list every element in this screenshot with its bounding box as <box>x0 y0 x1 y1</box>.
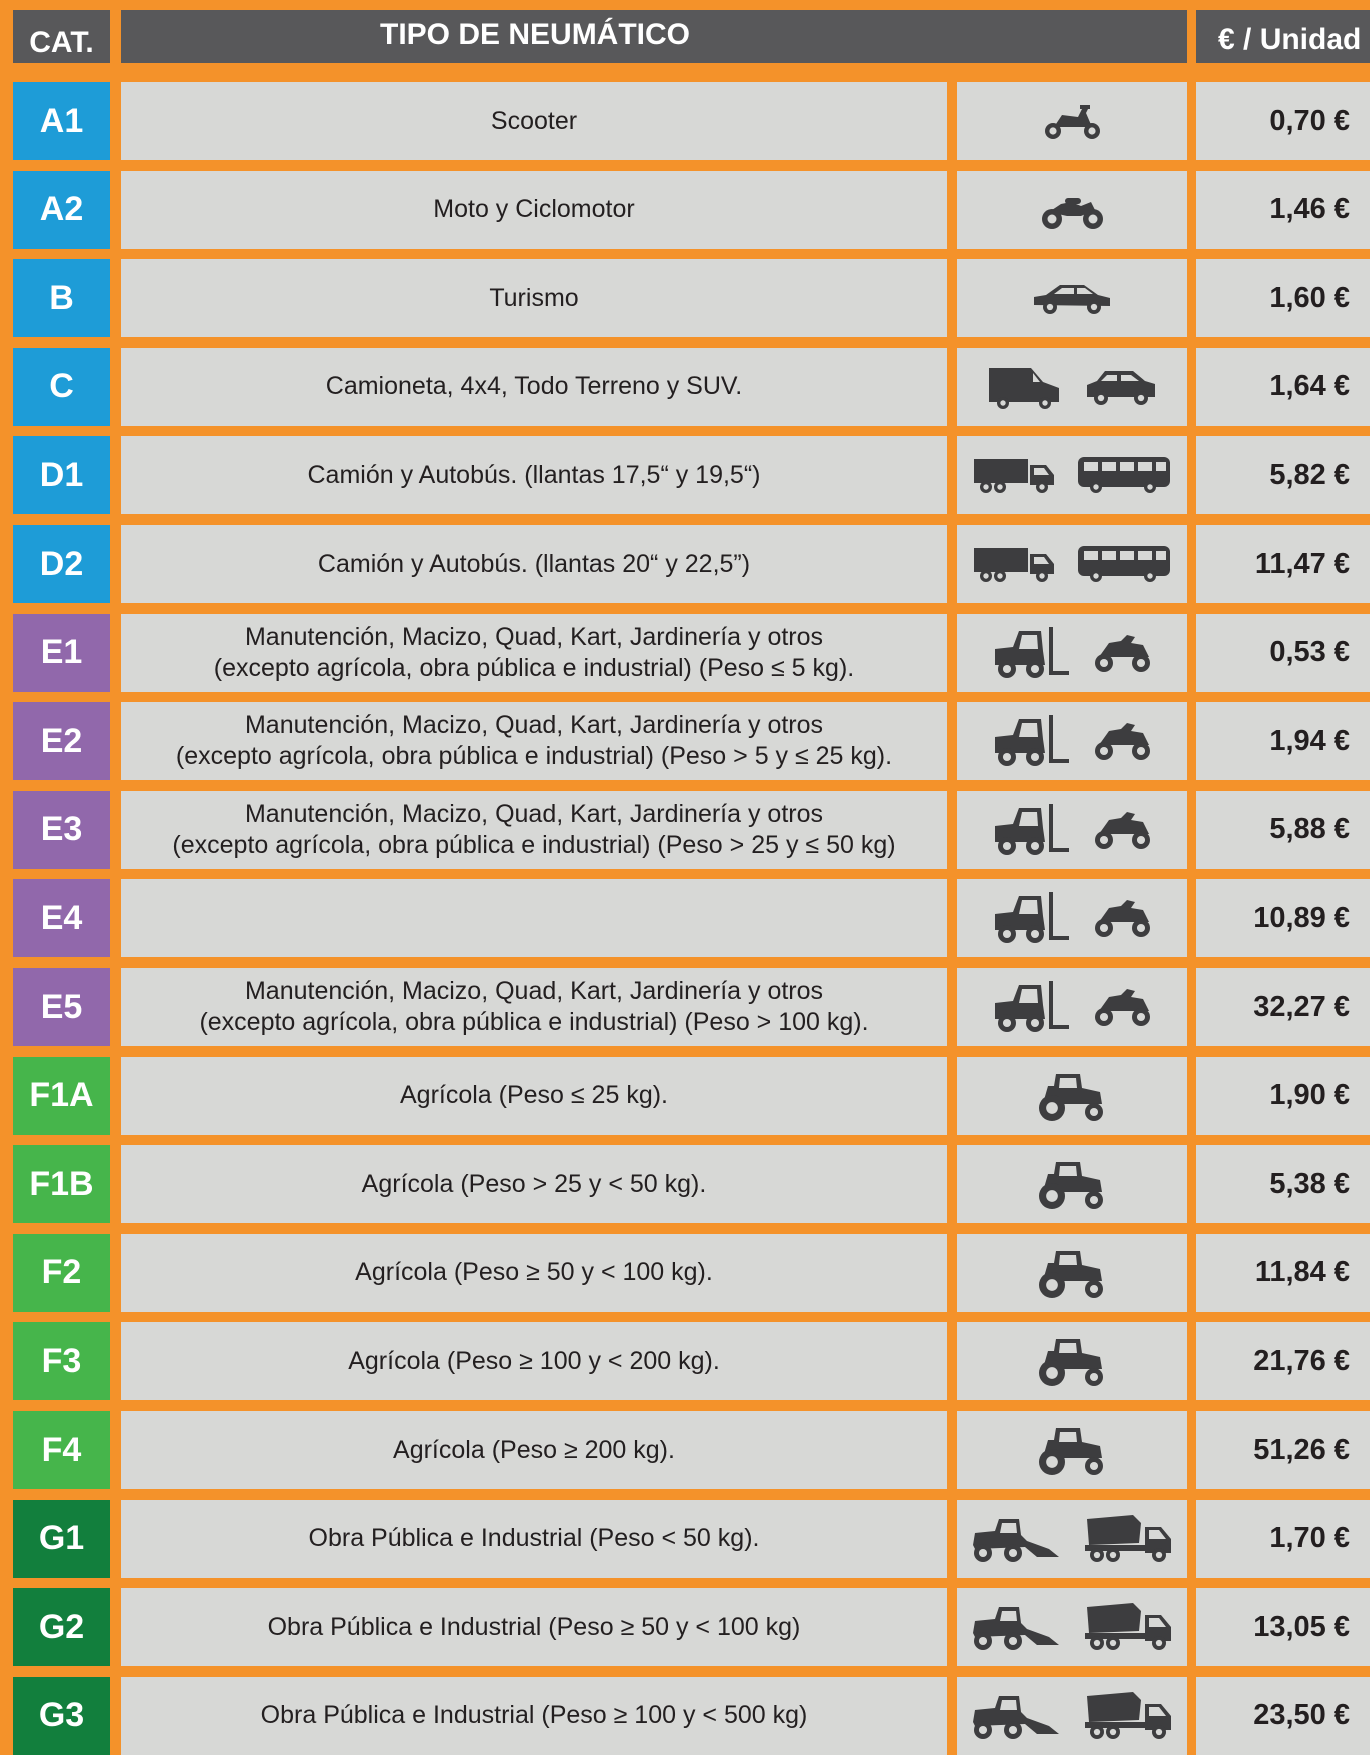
price-b: 1,60 € <box>1196 259 1370 337</box>
price-f3: 21,76 € <box>1196 1322 1370 1400</box>
description-text: Manutención, Macizo, Quad, Kart, Jardinería y otros (excepto agrícola, obra pública e industrial) (Peso > 25 y ≤ 50 kg) <box>172 799 896 859</box>
category-code-d1: D1 <box>13 436 110 514</box>
description-text: Agrícola (Peso ≥ 200 kg). <box>393 1435 675 1464</box>
vehicle-icons-e2 <box>957 702 1187 780</box>
van-icon <box>985 364 1065 410</box>
price-f2: 11,84 € <box>1196 1234 1370 1312</box>
description-text: Moto y Ciclomotor <box>433 195 635 224</box>
vehicle-icons-a1 <box>957 82 1187 160</box>
vehicle-icons-d1 <box>957 436 1187 514</box>
truck-icon <box>972 542 1058 586</box>
vehicle-icons-c <box>957 348 1187 426</box>
loader-icon <box>967 1603 1063 1651</box>
forklift-icon <box>989 979 1073 1035</box>
vehicle-icons-f1a <box>957 1057 1187 1135</box>
category-code-g1: G1 <box>13 1500 110 1578</box>
category-code-e3: E3 <box>13 791 110 869</box>
price-f1a: 1,90 € <box>1196 1057 1370 1135</box>
price-d2: 11,47 € <box>1196 525 1370 603</box>
category-code-g3: G3 <box>13 1677 110 1755</box>
price-f1b: 5,38 € <box>1196 1145 1370 1223</box>
category-code-e4: E4 <box>13 879 110 957</box>
category-code-d2: D2 <box>13 525 110 603</box>
quad-icon <box>1091 719 1155 763</box>
price-e5: 32,27 € <box>1196 968 1370 1046</box>
description-text: Turismo <box>489 283 579 312</box>
price-a1: 0,70 € <box>1196 82 1370 160</box>
category-code-f3: F3 <box>13 1322 110 1400</box>
category-code-f1a: F1A <box>13 1057 110 1135</box>
vehicle-icons-g1 <box>957 1500 1187 1578</box>
description-text: Agrícola (Peso > 25 y < 50 kg). <box>361 1169 707 1198</box>
price-e1: 0,53 € <box>1196 614 1370 692</box>
loader-icon <box>967 1515 1063 1563</box>
description-text: Obra Pública e Industrial (Peso ≥ 100 y < 500 kg) <box>260 1701 808 1730</box>
description-text: Scooter <box>490 106 578 135</box>
mixer-truck-icon <box>1081 1513 1177 1565</box>
description-e2 <box>121 702 947 780</box>
description-text: Agrícola (Peso ≥ 100 y < 200 kg). <box>348 1346 720 1375</box>
description-g1 <box>121 1500 947 1578</box>
vehicle-icons-d2 <box>957 525 1187 603</box>
vehicle-icons-e5 <box>957 968 1187 1046</box>
description-d1 <box>121 436 947 514</box>
description-text: Camión y Autobús. (llantas 20“ y 22,5”) <box>317 549 751 578</box>
category-code-e5: E5 <box>13 968 110 1046</box>
price-g3: 23,50 € <box>1196 1677 1370 1755</box>
price-e4: 10,89 € <box>1196 879 1370 957</box>
price-d1: 5,82 € <box>1196 436 1370 514</box>
description-f1a <box>121 1057 947 1135</box>
quad-icon <box>1091 808 1155 852</box>
description-e1 <box>121 614 947 692</box>
tractor-icon <box>1034 1424 1110 1476</box>
bus-icon <box>1076 453 1172 497</box>
quad-icon <box>1091 985 1155 1029</box>
category-code-b: B <box>13 259 110 337</box>
mixer-truck-icon <box>1081 1601 1177 1653</box>
vehicle-icons-f2 <box>957 1234 1187 1312</box>
tractor-icon <box>1034 1158 1110 1210</box>
vehicle-icons-f1b <box>957 1145 1187 1223</box>
tractor-icon <box>1034 1070 1110 1122</box>
header-cat: CAT. <box>13 10 110 63</box>
vehicle-icons-b <box>957 259 1187 337</box>
quad-icon <box>1091 896 1155 940</box>
description-f1b <box>121 1145 947 1223</box>
suv-icon <box>1083 367 1159 407</box>
quad-icon <box>1091 631 1155 675</box>
description-f4 <box>121 1411 947 1489</box>
description-e4 <box>121 879 947 957</box>
vehicle-icons-e3 <box>957 791 1187 869</box>
category-code-c: C <box>13 348 110 426</box>
description-text: Agrícola (Peso ≥ 50 y < 100 kg). <box>355 1258 713 1287</box>
forklift-icon <box>989 625 1073 681</box>
mixer-truck-icon <box>1081 1690 1177 1742</box>
description-text: Obra Pública e Industrial (Peso < 50 kg). <box>308 1524 760 1553</box>
description-text: Manutención, Macizo, Quad, Kart, Jardinería y otros (excepto agrícola, obra pública e industrial) (Peso > 5 y ≤ 25 kg). <box>175 711 893 771</box>
description-b <box>121 259 947 337</box>
vehicle-icons-e1 <box>957 614 1187 692</box>
description-e3 <box>121 791 947 869</box>
price-f4: 51,26 € <box>1196 1411 1370 1489</box>
description-text: Obra Pública e Industrial (Peso ≥ 50 y < 100 kg) <box>267 1612 801 1641</box>
description-g3 <box>121 1677 947 1755</box>
category-code-f2: F2 <box>13 1234 110 1312</box>
description-text: Agrícola (Peso ≤ 25 kg). <box>399 1081 668 1110</box>
forklift-icon <box>989 890 1073 946</box>
category-code-a1: A1 <box>13 82 110 160</box>
description-text: Camioneta, 4x4, Todo Terreno y SUV. <box>325 372 743 401</box>
description-d2 <box>121 525 947 603</box>
loader-icon <box>967 1692 1063 1740</box>
description-text: Camión y Autobús. (llantas 17,5“ y 19,5“) <box>307 460 761 489</box>
price-a2: 1,46 € <box>1196 171 1370 249</box>
tractor-icon <box>1034 1335 1110 1387</box>
category-code-g2: G2 <box>13 1588 110 1666</box>
description-text: Manutención, Macizo, Quad, Kart, Jardinería y otros (excepto agrícola, obra pública e industrial) (Peso ≤ 5 kg). <box>213 622 855 682</box>
header-price: € / Unidad <box>1196 10 1370 63</box>
vehicle-icons-g2 <box>957 1588 1187 1666</box>
forklift-icon <box>989 713 1073 769</box>
description-text: Manutención, Macizo, Quad, Kart, Jardinería y otros (excepto agrícola, obra pública e industrial) (Peso > 100 kg). <box>199 977 869 1036</box>
truck-icon <box>972 453 1058 497</box>
description-f2 <box>121 1234 947 1312</box>
category-code-f1b: F1B <box>13 1145 110 1223</box>
forklift-icon <box>989 802 1073 858</box>
category-code-a2: A2 <box>13 171 110 249</box>
description-g2 <box>121 1588 947 1666</box>
description-e5 <box>121 968 947 1046</box>
category-code-e1: E1 <box>13 614 110 692</box>
price-e2: 1,94 € <box>1196 702 1370 780</box>
vehicle-icons-a2 <box>957 171 1187 249</box>
price-c: 1,64 € <box>1196 348 1370 426</box>
vehicle-icons-f4 <box>957 1411 1187 1489</box>
car-icon <box>1030 281 1114 315</box>
price-g2: 13,05 € <box>1196 1588 1370 1666</box>
bus-icon <box>1076 542 1172 586</box>
motorcycle-icon <box>1037 190 1107 230</box>
scooter-icon <box>1040 101 1104 141</box>
header-tire-type: TIPO DE NEUMÁTICO <box>121 10 1187 63</box>
description-c <box>121 348 947 426</box>
description-a2 <box>121 171 947 249</box>
vehicle-icons-g3 <box>957 1677 1187 1755</box>
category-code-e2: E2 <box>13 702 110 780</box>
vehicle-icons-e4 <box>957 879 1187 957</box>
price-g1: 1,70 € <box>1196 1500 1370 1578</box>
price-e3: 5,88 € <box>1196 791 1370 869</box>
description-a1 <box>121 82 947 160</box>
description-f3 <box>121 1322 947 1400</box>
category-code-f4: F4 <box>13 1411 110 1489</box>
tractor-icon <box>1034 1247 1110 1299</box>
vehicle-icons-f3 <box>957 1322 1187 1400</box>
